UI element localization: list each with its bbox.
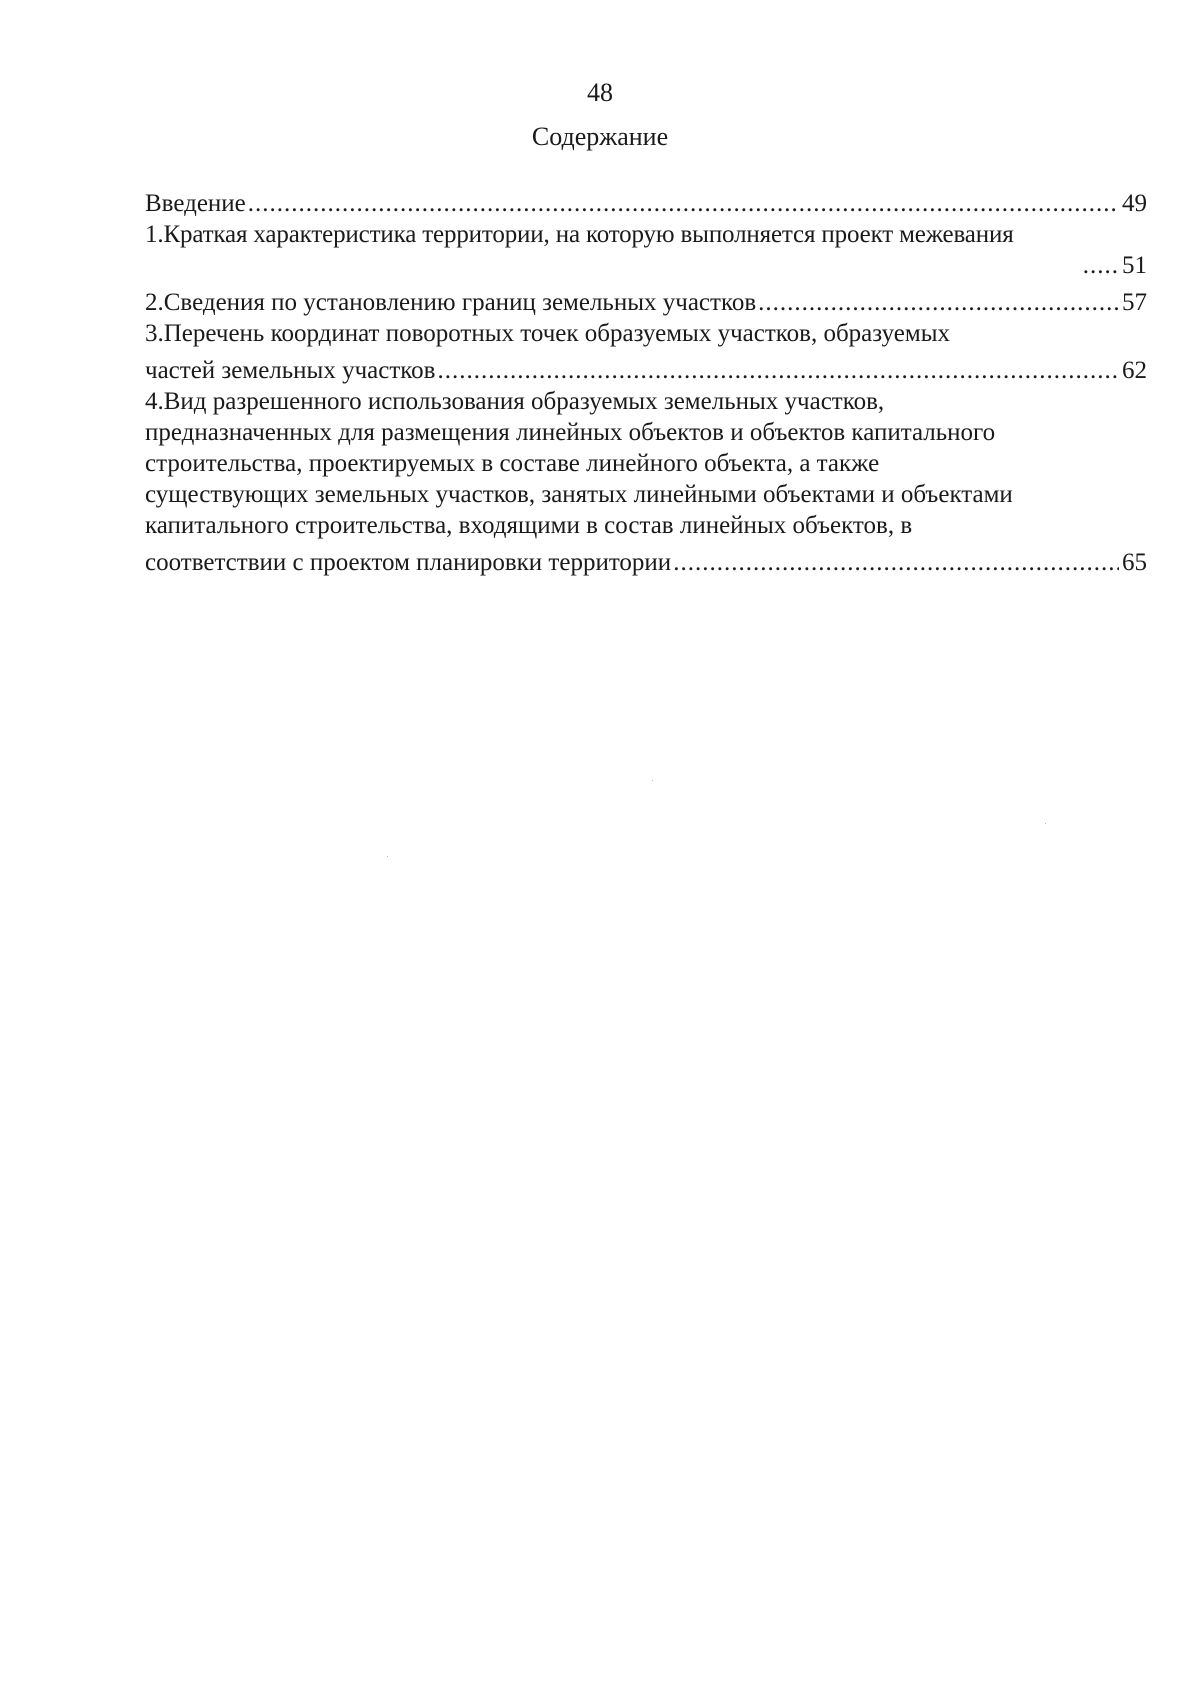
toc-entry-line bbox=[145, 349, 1147, 386]
toc-page-number: 49 bbox=[1122, 190, 1147, 217]
scan-speck bbox=[387, 856, 388, 857]
toc-entry-section-1[interactable] bbox=[145, 219, 1147, 281]
toc-entry-text: 1.Краткая характеристика территории, на которую выполняется проект межевания bbox=[145, 221, 1014, 248]
toc-entry-line bbox=[145, 541, 1147, 578]
toc-entry-section-2[interactable] bbox=[145, 281, 1147, 318]
toc-leader-dots bbox=[758, 287, 1119, 318]
toc-leader-dots: ..... bbox=[1082, 252, 1119, 279]
toc-entry-text: существующих земельных участков, занятых линейными объектами и объектами bbox=[145, 481, 1013, 508]
toc-entry-introduction[interactable] bbox=[145, 182, 1147, 219]
toc-page-number: 51 bbox=[1122, 252, 1147, 279]
toc-entry-text: строительства, проектируемых в составе линейного объекта, а также bbox=[145, 450, 880, 477]
page-number: 48 bbox=[587, 78, 613, 107]
toc-entry-text: 3.Перечень координат поворотных точек образуемых участков, образуемых bbox=[145, 320, 950, 347]
toc-leader-dots bbox=[248, 188, 1119, 219]
toc-entry-line bbox=[145, 182, 1147, 219]
toc-page-number: 65 bbox=[1122, 549, 1147, 576]
toc-entry-section-3[interactable] bbox=[145, 318, 1147, 386]
toc-entry-text: 2.Сведения по установлению границ земельных участков bbox=[145, 289, 757, 316]
toc-entry-text: соответствии с проектом планировки территории bbox=[145, 549, 672, 576]
toc-page-number: 62 bbox=[1122, 357, 1147, 384]
toc-leader-dots bbox=[437, 355, 1119, 386]
toc-entry-line bbox=[145, 281, 1147, 318]
toc-page-number: 57 bbox=[1122, 289, 1147, 316]
table-of-contents bbox=[145, 182, 1147, 578]
toc-entry-text: капитального строительства, входящими в состав линейных объектов, в bbox=[145, 512, 913, 539]
toc-entry-text: 4.Вид разрешенного использования образуемых земельных участков, bbox=[145, 388, 885, 415]
toc-entry-text: предназначенных для размещения линейных объектов и объектов капитального bbox=[145, 419, 996, 446]
toc-entry-section-4[interactable] bbox=[145, 386, 1147, 578]
toc-entry-line bbox=[145, 250, 1147, 281]
toc-entry-text: частей земельных участков bbox=[145, 357, 436, 384]
scan-speck bbox=[1045, 823, 1046, 824]
toc-entry-text: Введение bbox=[145, 190, 246, 217]
toc-leader-dots bbox=[673, 547, 1119, 578]
scan-speck bbox=[652, 780, 653, 781]
toc-title: Содержание bbox=[531, 122, 669, 151]
